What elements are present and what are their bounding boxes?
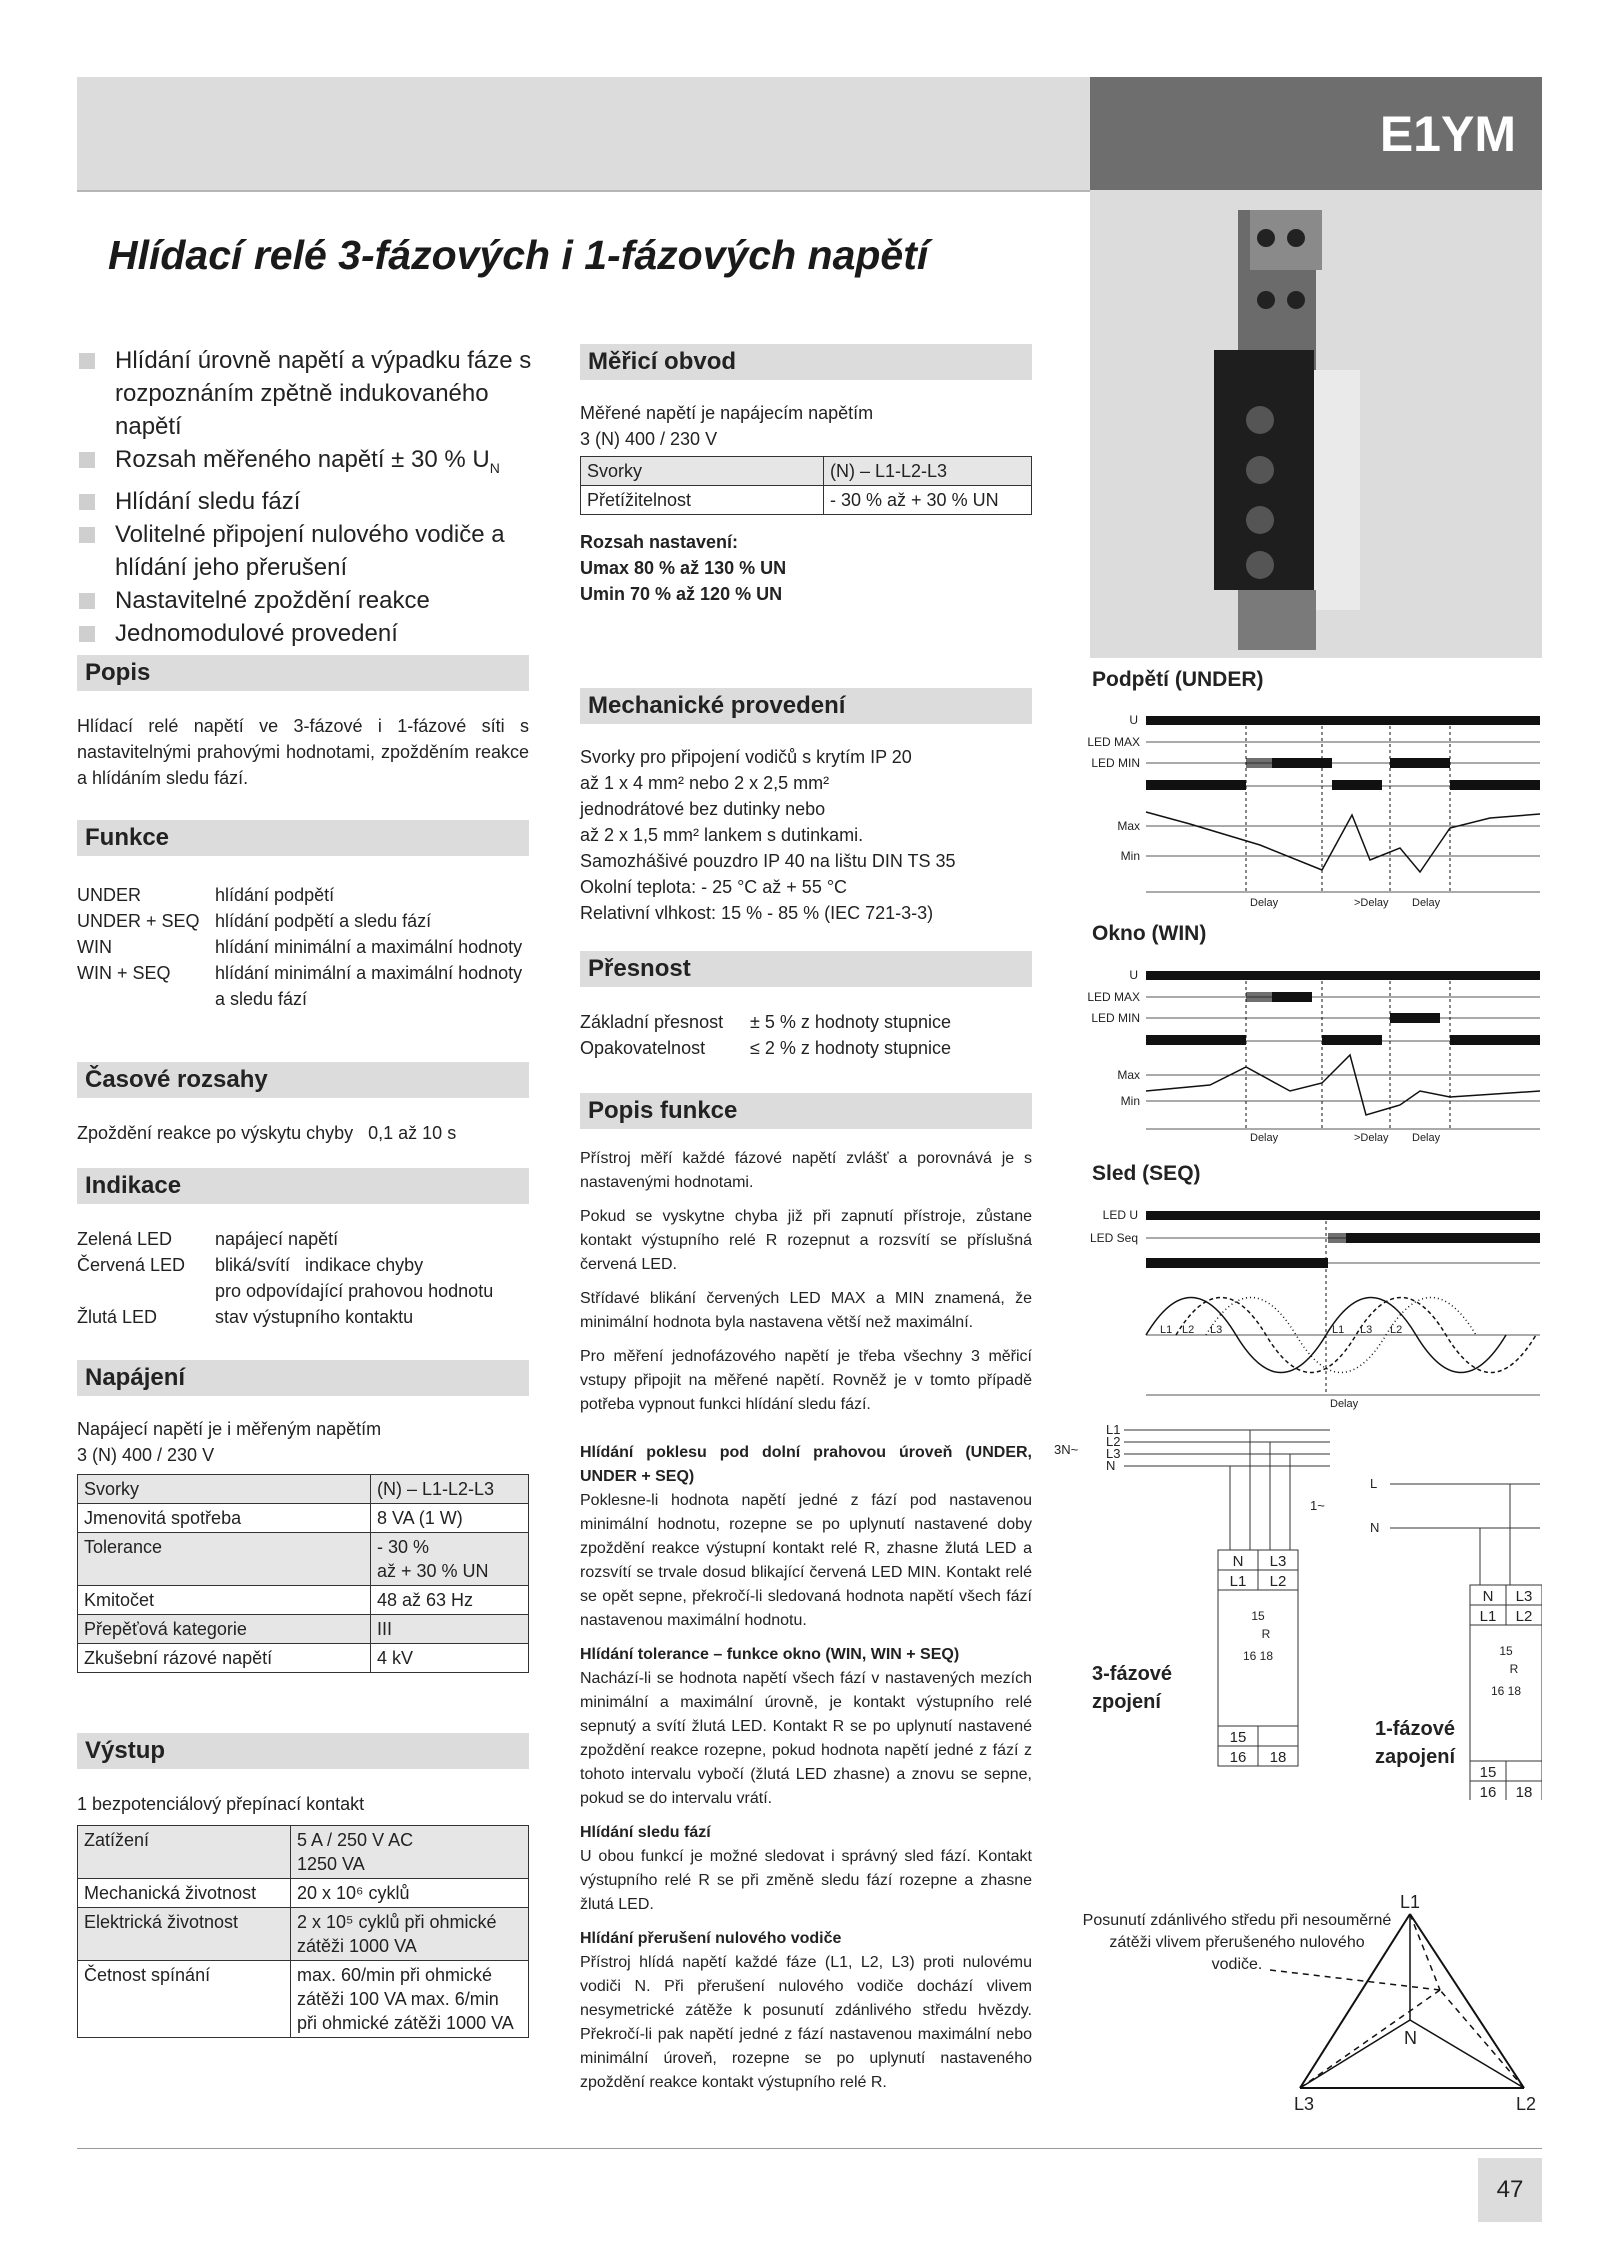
win-title: Okno (WIN) xyxy=(1092,922,1207,945)
svg-text:15: 15 xyxy=(1229,1729,1247,1746)
svg-text:>Delay: >Delay xyxy=(1354,897,1389,909)
napajeni-intro: 3 (N) 400 / 230 V xyxy=(77,1445,215,1465)
wiring-1f-label: 1-fázové zapojení xyxy=(1374,1718,1455,1768)
merici-intro: Měřené napětí je napájecím napětím xyxy=(580,403,874,423)
svg-text:L1: L1 xyxy=(1106,1422,1121,1437)
napajeni-table: Svorky (N) – L1-L2-L3 Jmenovitá spotřeba 8 VA (1 W) Tolerance - 30 % až + 30 % UN Kmitočet 48 až 63 Hz Přepěťová kategorie III Zkušební rázové napětí 4 kV xyxy=(77,1474,529,1673)
svg-text:N: N xyxy=(1370,1520,1380,1535)
page-number: 47 xyxy=(1478,2158,1542,2222)
under-diagram xyxy=(1060,700,1542,910)
svg-text:L3: L3 xyxy=(1360,1324,1373,1336)
svg-text:15: 15 xyxy=(1251,1609,1265,1623)
svg-text:R: R xyxy=(1509,1662,1519,1676)
svg-text:18: 18 xyxy=(1515,1784,1533,1800)
svg-text:16 18: 16 18 xyxy=(1490,1684,1522,1698)
svg-text:Delay: Delay xyxy=(1412,897,1441,909)
svg-text:Delay: Delay xyxy=(1330,1398,1359,1410)
svg-text:16 18: 16 18 xyxy=(1242,1649,1274,1663)
svg-text:L1: L1 xyxy=(1479,1608,1497,1625)
page-title: Hlídací relé 3-fázových i 1-fázových napětí xyxy=(108,232,929,278)
svg-text:L2: L2 xyxy=(1269,1573,1287,1590)
feature-list xyxy=(77,344,537,650)
popis-text: Hlídací relé napětí ve 3-fázové i 1-fázové síti s nastavitelnými prahovými hodnotami, zpožděním reakce a hlídáním sledu fází. xyxy=(77,716,529,788)
section-vystup xyxy=(77,1733,529,2038)
section-napajeni xyxy=(77,1360,529,1673)
svg-text:R: R xyxy=(1261,1627,1271,1641)
svg-text:16: 16 xyxy=(1229,1749,1247,1766)
svg-text:Delay: Delay xyxy=(1412,1132,1441,1144)
section-heading: Popis funkce xyxy=(580,1093,1032,1129)
svg-text:L3: L3 xyxy=(1106,1446,1121,1461)
svg-text:N: N xyxy=(1404,2028,1417,2048)
svg-text:N: N xyxy=(1106,1458,1116,1473)
wiring-3f-label: 3-fázové zpojení xyxy=(1092,1663,1173,1713)
seq-title: Sled (SEQ) xyxy=(1092,1162,1201,1185)
feature-item: Nastavitelné zpoždění reakce xyxy=(77,584,537,617)
seq-diagram xyxy=(1060,1195,1542,1410)
section-merici xyxy=(580,344,1032,607)
product-photo xyxy=(1090,190,1542,658)
feature-item: Hlídání sledu fází xyxy=(77,485,537,518)
product-code: E1YM xyxy=(1090,77,1542,190)
section-heading: Přesnost xyxy=(580,951,1032,987)
svg-text:L3: L3 xyxy=(1269,1553,1287,1570)
svg-text:L2: L2 xyxy=(1390,1324,1403,1336)
section-presnost xyxy=(580,951,1032,1061)
casove-text: Zpoždění reakce po výskytu chyby 0,1 až 10 s xyxy=(77,1123,457,1143)
svg-text:L2: L2 xyxy=(1515,1608,1533,1625)
svg-text:L1: L1 xyxy=(1160,1324,1173,1336)
svg-text:L1: L1 xyxy=(1400,1892,1421,1912)
svg-text:L1: L1 xyxy=(1229,1573,1247,1590)
section-heading: Popis xyxy=(77,655,529,691)
svg-text:LED MAX: LED MAX xyxy=(1087,735,1140,749)
presnost-list: Základní přesnost ± 5 % z hodnoty stupnice Opakovatelnost ≤ 2 % z hodnoty stupnice xyxy=(580,1012,951,1058)
section-heading: Indikace xyxy=(77,1168,529,1204)
svg-text:L: L xyxy=(1370,1476,1378,1491)
feature-item: Rozsah měřeného napětí ± 30 % $U_N$ xyxy=(77,443,537,485)
vystup-table: Zatížení 5 A / 250 V AC 1250 VA Mechanická životnost 20 x 10⁶ cyklů Elektrická životnost 2 x 10⁵ cyklů při ohmické zátěži 1000 VA Četnost spínání max. 60/min při ohmické zátěži 100 VA max. 6/min při ohmické zátěži 1000 VA xyxy=(77,1825,529,2038)
svg-text:18: 18 xyxy=(1269,1749,1287,1766)
svg-text:L3: L3 xyxy=(1515,1588,1533,1605)
svg-text:1~: 1~ xyxy=(1310,1498,1325,1513)
indikace-list: Zelená LED napájecí napětí Červená LED bliká/svítí indikace chyby pro odpovídající prahovou hodnotu Žlutá LED stav výstupního kontaktu xyxy=(77,1229,494,1327)
svg-text:L3: L3 xyxy=(1294,2094,1315,2114)
umax: Umax 80 % až 130 % UN xyxy=(580,558,787,578)
feature-item: Jednomodulové provedení xyxy=(77,617,537,650)
feature-item: Volitelné připojení nulového vodiče a hlídání jeho přerušení xyxy=(77,518,537,584)
mechanicke-lines: Svorky pro připojení vodičů s krytím IP 20 až 1 x 4 mm² nebo 2 x 2,5 mm² jednodrátové bez dutinky nebo až 2 x 1,5 mm² lankem s dutinkami. Samozhášivé pouzdro IP 40 na lištu DIN TS 35 Okolní teplota: - 25 °C až + 55 °C Relativní vlhkost: 15 % - 85 % (IEC 721-3-3) xyxy=(580,747,956,923)
svg-text:L2: L2 xyxy=(1106,1434,1121,1449)
feature-item: Hlídání úrovně napětí a výpadku fáze s rozpoznáním zpětně indukovaného napětí xyxy=(77,344,537,443)
svg-text:LED MAX: LED MAX xyxy=(1087,990,1140,1004)
svg-text:Delay: Delay xyxy=(1250,897,1279,909)
win-diagram xyxy=(1060,955,1542,1145)
svg-text:16: 16 xyxy=(1479,1784,1497,1800)
svg-text:Delay: Delay xyxy=(1250,1132,1279,1144)
svg-text:Min: Min xyxy=(1120,1094,1140,1108)
svg-text:LED Seq: LED Seq xyxy=(1089,1231,1138,1245)
svg-text:LED MIN: LED MIN xyxy=(1091,1011,1140,1025)
section-mechanicke xyxy=(580,688,1032,926)
merici-intro: 3 (N) 400 / 230 V xyxy=(580,429,718,449)
svg-text:15: 15 xyxy=(1479,1764,1497,1781)
funkce-list: UNDER hlídání podpětí UNDER + SEQ hlídání podpětí a sledu fází WIN hlídání minimální a maximální hodnoty WIN + SEQ hlídání minimální a maximální hodnoty a sledu fází xyxy=(77,885,523,1009)
section-heading: Měřicí obvod xyxy=(580,344,1032,380)
section-indikace xyxy=(77,1168,529,1330)
svg-text:Min: Min xyxy=(1120,849,1140,863)
section-heading: Mechanické provedení xyxy=(580,688,1032,724)
header-band xyxy=(77,77,1090,192)
svg-text:LED MIN: LED MIN xyxy=(1091,756,1140,770)
svg-text:LED U: LED U xyxy=(1102,1208,1138,1222)
star-caption: Posunutí zdánlivého středu při nesouměrné zátěži vlivem přerušeného nulového vodiče. xyxy=(1082,1912,1392,1973)
svg-text:L2: L2 xyxy=(1182,1324,1195,1336)
star-diagram xyxy=(1240,1890,1542,2115)
section-casove xyxy=(77,1062,529,1146)
section-heading: Napájení xyxy=(77,1360,529,1396)
section-heading: Časové rozsahy xyxy=(77,1062,529,1098)
svg-text:L3: L3 xyxy=(1210,1324,1223,1336)
svg-text:Max: Max xyxy=(1117,819,1140,833)
svg-text:U: U xyxy=(1129,713,1138,727)
merici-table: Svorky (N) – L1-L2-L3 Přetížitelnost - 30 % až + 30 % UN xyxy=(580,456,1032,515)
section-popis-funkce xyxy=(580,1093,1032,2105)
under-title: Podpětí (UNDER) xyxy=(1092,668,1264,691)
svg-text:>Delay: >Delay xyxy=(1354,1132,1389,1144)
svg-text:L2: L2 xyxy=(1516,2094,1537,2114)
popis-funkce-body: Přístroj měří každé fázové napětí zvlášť a porovnává je s nastavenými hodnotami. Pokud se vyskytne chyba již při zapnutí přístroje, zůstane kontakt výstupního relé R rozepnut a rozsvítí se příslušná červená LED. Střídavé blikání červených LED MAX a MIN znamená, že minimální hodnota byla nastavena větší než maximální. Pro měření jednofázového napětí je třeba všechny 3 měřicí vstupy připojit na měřené napětí. Rovněž je v tomto případě potřeba vypnout funkci hlídání sledu fází. Hlídání poklesu pod dolní prahovou úroveň (UNDER, UNDER + SEQ) Poklesne-li hodnota napětí jedné z fází pod nastavenou minimální hodnotu, rozepne se po uplynutí nastavené doby zpoždění reakce výstupní kontakt relé R, zhasne žlutá LED a rozsvítí se trvale dosud blikající červená LED MIN. Kontakt relé se opět sepne, překročí-li sledovaná hodnota napětí všech fází nastavenou maximální hodnotu. Hlídání tolerance – funkce okno (WIN, WIN + SEQ) Nachází-li se hodnota napětí všech fází v nastavených mezích minimální a maximální úrovně, je kontakt výstupního relé sepnutý a svítí žlutá LED. Kontakt R se po uplynutí nastavené zpoždění reakce rozepne, pokud hodnota napětí jedné z fází z tohoto intervalu vybočí (žlutá LED zhasne) a znovu se sepne, pokud se do intervalu vrátí. Hlídání sledu fází U obou funkcí je možné sledovat i správný sled fází. Kontakt výstupního relé R se při změně sledu fází rozepne a zhasne žlutá LED. Hlídání přerušení nulového vodiče Přístroj hlídá napětí každé fáze (L1, L2, L3) proti nulovému vodiči N. Při přerušení nulového vodiče dochází vlivem nesymetrické zátěže k posunutí zdánlivého středu hvězdy. Překročí-li pak napětí jedné z fází nastavenou maximální nebo minimální úroveň, rozepne se po uplynutí nastaveného zpoždění reakce kontakt výstupního relé R. xyxy=(580,1150,1032,2091)
svg-text:N: N xyxy=(1482,1588,1494,1605)
svg-text:L1: L1 xyxy=(1332,1324,1345,1336)
svg-text:3N~: 3N~ xyxy=(1054,1442,1079,1457)
range-title: Rozsah nastavení: xyxy=(580,532,739,552)
svg-text:15: 15 xyxy=(1499,1644,1513,1658)
wiring-diagram xyxy=(1040,1420,1542,1800)
svg-text:Max: Max xyxy=(1117,1068,1140,1082)
section-heading: Výstup xyxy=(77,1733,529,1769)
svg-text:N: N xyxy=(1232,1553,1244,1570)
napajeni-intro: Napájecí napětí je i měřeným napětím xyxy=(77,1419,382,1439)
svg-text:U: U xyxy=(1129,968,1138,982)
footer-rule xyxy=(77,2148,1542,2149)
section-popis xyxy=(77,655,529,791)
section-heading: Funkce xyxy=(77,820,529,856)
umin: Umin 70 % až 120 % UN xyxy=(580,584,783,604)
vystup-intro: 1 bezpotenciálový přepínací kontakt xyxy=(77,1794,365,1814)
section-funkce xyxy=(77,820,529,1012)
